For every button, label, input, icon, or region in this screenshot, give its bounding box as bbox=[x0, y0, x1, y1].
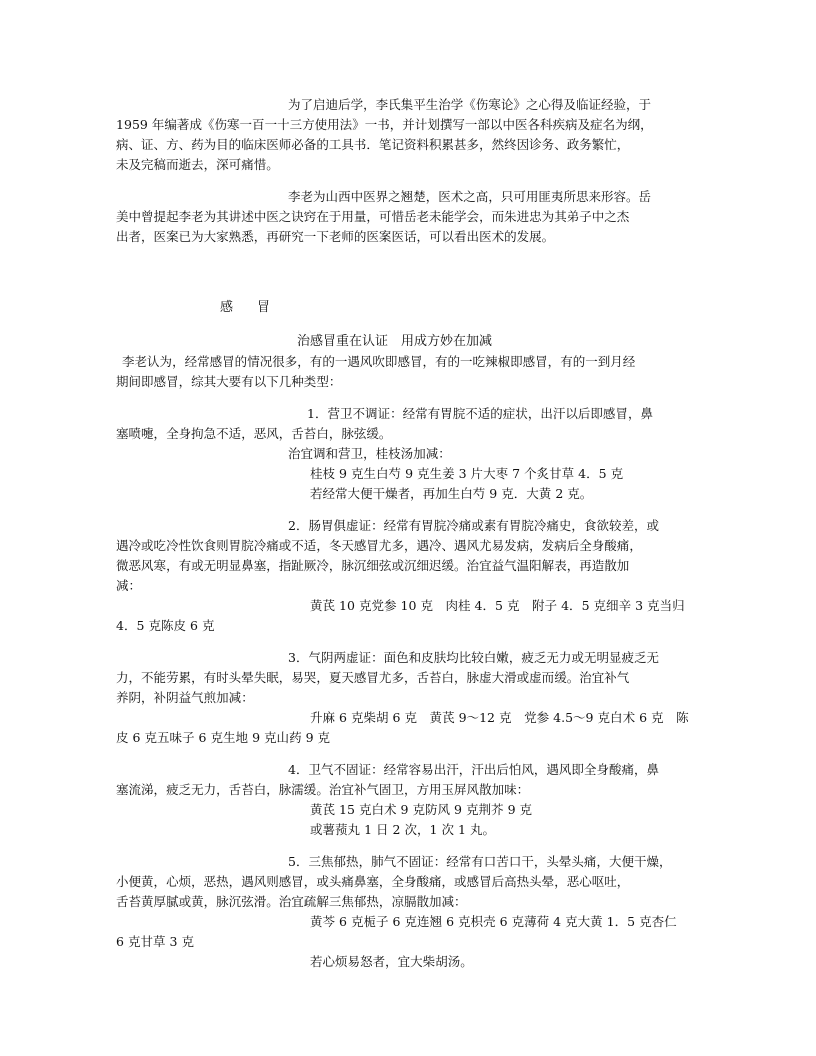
item1-line1: 1．营卫不调证：经常有胃脘不适的症状，出汗以后即感冒，鼻 bbox=[307, 406, 654, 421]
item3-line1: 3．气阴两虚证：面色和皮肤均比较白嫩，疲乏无力或无明显疲乏无 bbox=[288, 650, 660, 665]
intro-para1-line1: 为了启迪后学，李氏集平生治学《伤寒论》之心得及临证经验，于 bbox=[288, 97, 652, 112]
intro-para1-line4: 未及完稿而逝去，深可痛惜。 bbox=[116, 157, 279, 172]
intro-para2-line3: 出者，医案已为大家熟悉，再研究一下老师的医案医话，可以看出医术的发展。 bbox=[116, 229, 555, 244]
intro-para1-line3: 病、证、方、药为目的临床医师必备的工具书．笔记资料积累甚多，然终因诊务、政务繁忙， bbox=[116, 137, 630, 152]
item3-line3: 养阴，补阴益气煎加减： bbox=[116, 690, 254, 705]
lead-line1: 李老认为，经常感冒的情况很多，有的一遇风吹即感冒，有的一吃辣椒即感冒，有的一到月经 bbox=[122, 354, 636, 369]
item3-line5: 皮 6 克五味子 6 克生地 9 克山药 9 克 bbox=[116, 730, 331, 745]
item1-line4: 桂枝 9 克生白芍 9 克生姜 3 片大枣 7 个炙甘草 4．5 克 bbox=[310, 466, 624, 481]
item4-line3: 黄芪 15 克白术 9 克防风 9 克荆芥 9 克 bbox=[310, 802, 533, 817]
section-subtitle: 治感冒重在认证 用成方妙在加减 bbox=[297, 334, 493, 349]
item3-line4: 升麻 6 克柴胡 6 克 黄芪 9～12 克 党参 4.5～9 克白术 6 克 陈 bbox=[310, 710, 689, 725]
intro-para2-line2: 美中曾提起李老为其讲述中医之诀窍在于用量，可惜岳老未能学会，而朱进忠为其弟子中之杰 bbox=[116, 209, 630, 224]
item5-line6: 若心烦易怒者，宜大柴胡汤。 bbox=[310, 954, 473, 969]
section-title bbox=[220, 298, 270, 318]
section-title-right: 冒 bbox=[257, 300, 271, 315]
item1-line5: 若经常大便干燥者，再加生白芍 9 克．大黄 2 克。 bbox=[310, 486, 593, 501]
item4-line4: 或薯蓣丸 1 日 2 次，1 次 1 丸。 bbox=[310, 822, 496, 837]
section-title-left: 感 bbox=[220, 300, 234, 315]
item2-line1: 2．肠胃俱虚证：经常有胃脘冷痛或素有胃脘冷痛史，食欲较差，或 bbox=[288, 518, 660, 533]
item5-line4: 黄芩 6 克栀子 6 克连翘 6 克枳壳 6 克薄荷 4 克大黄 1．5 克杏仁 bbox=[310, 914, 677, 929]
item5-line5: 6 克甘草 3 克 bbox=[116, 934, 195, 949]
item2-line5: 黄芪 10 克党参 10 克 肉桂 4．5 克 附子 4．5 克细辛 3 克当归 bbox=[310, 598, 685, 613]
item3-line2: 力，不能劳累，有时头晕失眠，易哭，夏天感冒尤多，舌苔白，脉虚大滑或虚而缓。治宜补气 bbox=[116, 670, 630, 685]
item4-line1: 4．卫气不固证：经常容易出汗，汗出后怕风，遇风即全身酸痛，鼻 bbox=[288, 762, 660, 777]
lead-line2: 期间即感冒，综其大要有以下几种类型： bbox=[116, 374, 342, 389]
item4-line2: 塞流涕，疲乏无力，舌苔白，脉濡缓。治宜补气固卫，方用玉屏风散加味： bbox=[116, 782, 530, 797]
item1-line2: 塞喷嚏，全身拘急不适，恶风，舌苔白，脉弦缓。 bbox=[116, 426, 392, 441]
item2-line6: 4．5 克陈皮 6 克 bbox=[116, 618, 215, 633]
item2-line3: 微恶风寒，有或无明显鼻塞，指趾厥冷，脉沉细弦或沉细迟缓。治宜益气温阳解表，再造散加 bbox=[116, 558, 630, 573]
item5-line2: 小便黄，心烦，恶热，遇风则感冒，或头痛鼻塞，全身酸痛，或感冒后高热头晕，恶心呕吐， bbox=[116, 874, 630, 889]
item5-line1: 5．三焦郁热，肺气不固证：经常有口苦口干，头晕头痛，大便干燥， bbox=[288, 854, 672, 869]
item2-line4: 减： bbox=[116, 578, 142, 593]
intro-para2-line1: 李老为山西中医界之翘楚，医术之高，只可用匪夷所思来形容。岳 bbox=[288, 189, 652, 204]
item1-line3: 治宜调和营卫，桂枝汤加减： bbox=[288, 446, 451, 461]
item5-line3: 舌苔黄厚腻或黄，脉沉弦滑。治宜疏解三焦郁热，凉膈散加减： bbox=[116, 894, 467, 909]
item2-line2: 遇冷或吃冷性饮食则胃脘冷痛或不适，冬天感冒尤多，遇冷、遇风尤易发病，发病后全身酸痛， bbox=[116, 538, 642, 553]
intro-para1-line2: 1959 年编著成《伤寒一百一十三方使用法》一书，并计划撰写一部以中医各科疾病及症名为纲， bbox=[116, 117, 653, 132]
